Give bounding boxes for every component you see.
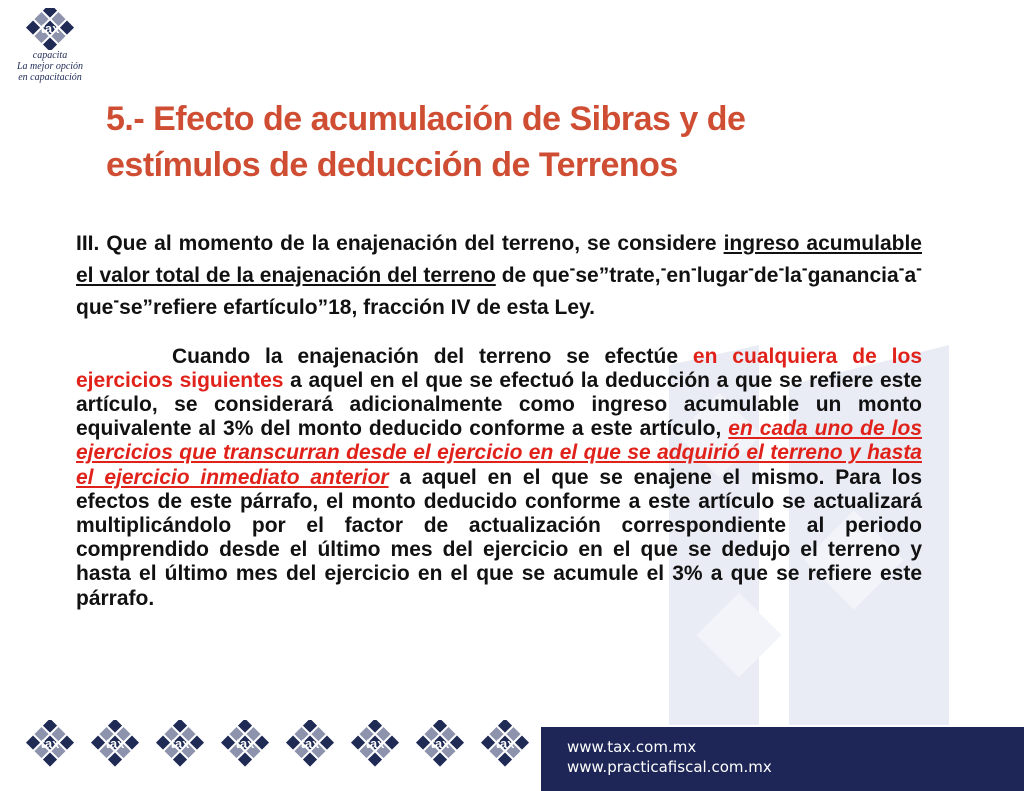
- footer-logo-text: tax: [170, 736, 190, 751]
- footer-logo-text: tax: [300, 736, 320, 751]
- footer-logo-text: tax: [495, 736, 515, 751]
- p2-red-underlined-text: en cada uno de los ejercicios que transcurran desde el ejercicio en el que se adquirió el terreno y hasta el ejercicio inmediato anterior: [76, 417, 922, 489]
- p1-text-7: de: [753, 264, 779, 288]
- footer-tax-logo-icon: [477, 720, 533, 768]
- footer-logo-text: tax: [235, 736, 255, 751]
- slide-title: 5.- Efecto de acumulación de Sibras y de estímulos de deducción de Terrenos: [106, 100, 746, 184]
- tax-logo-icon: [23, 8, 77, 50]
- logo-brand-text: tax: [40, 21, 60, 36]
- footer-logo-text: tax: [430, 736, 450, 751]
- p2-text-1: Cuando la enajenación del terreno se efectúe: [172, 344, 693, 368]
- p2-text-3: a aquel en el que se efectuó la deducción a que se refiere este artículo, se considerará adicionalmente como ingreso acumulable un monto equivalente al 3% del monto deducido conforme a este artículo,: [76, 368, 922, 441]
- footer-tax-logo-icon: [217, 720, 273, 768]
- footer-url-1[interactable]: www.tax.com.mx: [567, 738, 697, 756]
- footer-tax-logo-icon: [22, 720, 78, 768]
- p1-text-4: se”trate,: [575, 264, 661, 288]
- p1-text-11: que: [76, 296, 114, 320]
- footer-logo-text: tax: [105, 736, 125, 751]
- logo-caption-2: La mejor opción: [16, 61, 84, 72]
- p1-underlined-text: ingreso acumulable el valor total de la enajenación del terreno: [76, 232, 922, 288]
- paragraph-1: III. Que al momento de la enajenación del terreno, se considere ingreso acumulable el valor total de la enajenación del terreno de que-se”trate,-en-lugar-de-la-ganancia-a-que-se”refiere efartículo”18, fracción IV de esta Ley.: [76, 232, 922, 320]
- p1-text-5: en: [666, 264, 691, 288]
- p1-text-12: se”refiere efartículo”18, fracción IV de esta Ley.: [119, 296, 595, 320]
- p2-text-5: a aquel en el que se enajene el mismo. Para los efectos de este párrafo, el monto deducido conforme a este artículo se actualizará multiplicándolo por el factor de actualización correspondiente al periodo comprendido desde el último mes del ejercicio en el que se dedujo el terreno y hasta el último mes del ejercicio en el que se acumule el 3% a que se refiere este párrafo.: [76, 465, 922, 610]
- footer-tax-logo-icon: [87, 720, 143, 768]
- company-logo: [14, 8, 86, 88]
- footer-logo-text: tax: [365, 736, 385, 751]
- paragraph-2: [76, 345, 922, 611]
- footer-tax-logo-icon: [152, 720, 208, 768]
- p1-text-10: a: [904, 264, 917, 288]
- footer-band: [541, 727, 1024, 791]
- footer-logo-strip: [22, 720, 542, 768]
- footer-url-2[interactable]: www.practicafiscal.com.mx: [567, 758, 772, 776]
- logo-caption-3: en capacitación: [18, 72, 82, 83]
- logo-caption-1: capacita: [32, 50, 68, 61]
- p1-text-6: lugar: [696, 264, 749, 288]
- p1-text-3: de que: [495, 264, 570, 288]
- footer-tax-logo-icon: [412, 720, 468, 768]
- p1-text-9: ganancia: [807, 264, 899, 288]
- p1-text-8: la: [784, 264, 802, 288]
- footer-logo-text: tax: [40, 736, 60, 751]
- footer-tax-logo-icon: [282, 720, 338, 768]
- p1-text-1: III. Que al momento de la enajenación del terreno, se considere: [76, 232, 724, 255]
- p2-red-text: en cualquiera de los ejercicios siguientes: [76, 344, 922, 392]
- footer-tax-logo-icon: [347, 720, 403, 768]
- slide-body: [76, 232, 922, 611]
